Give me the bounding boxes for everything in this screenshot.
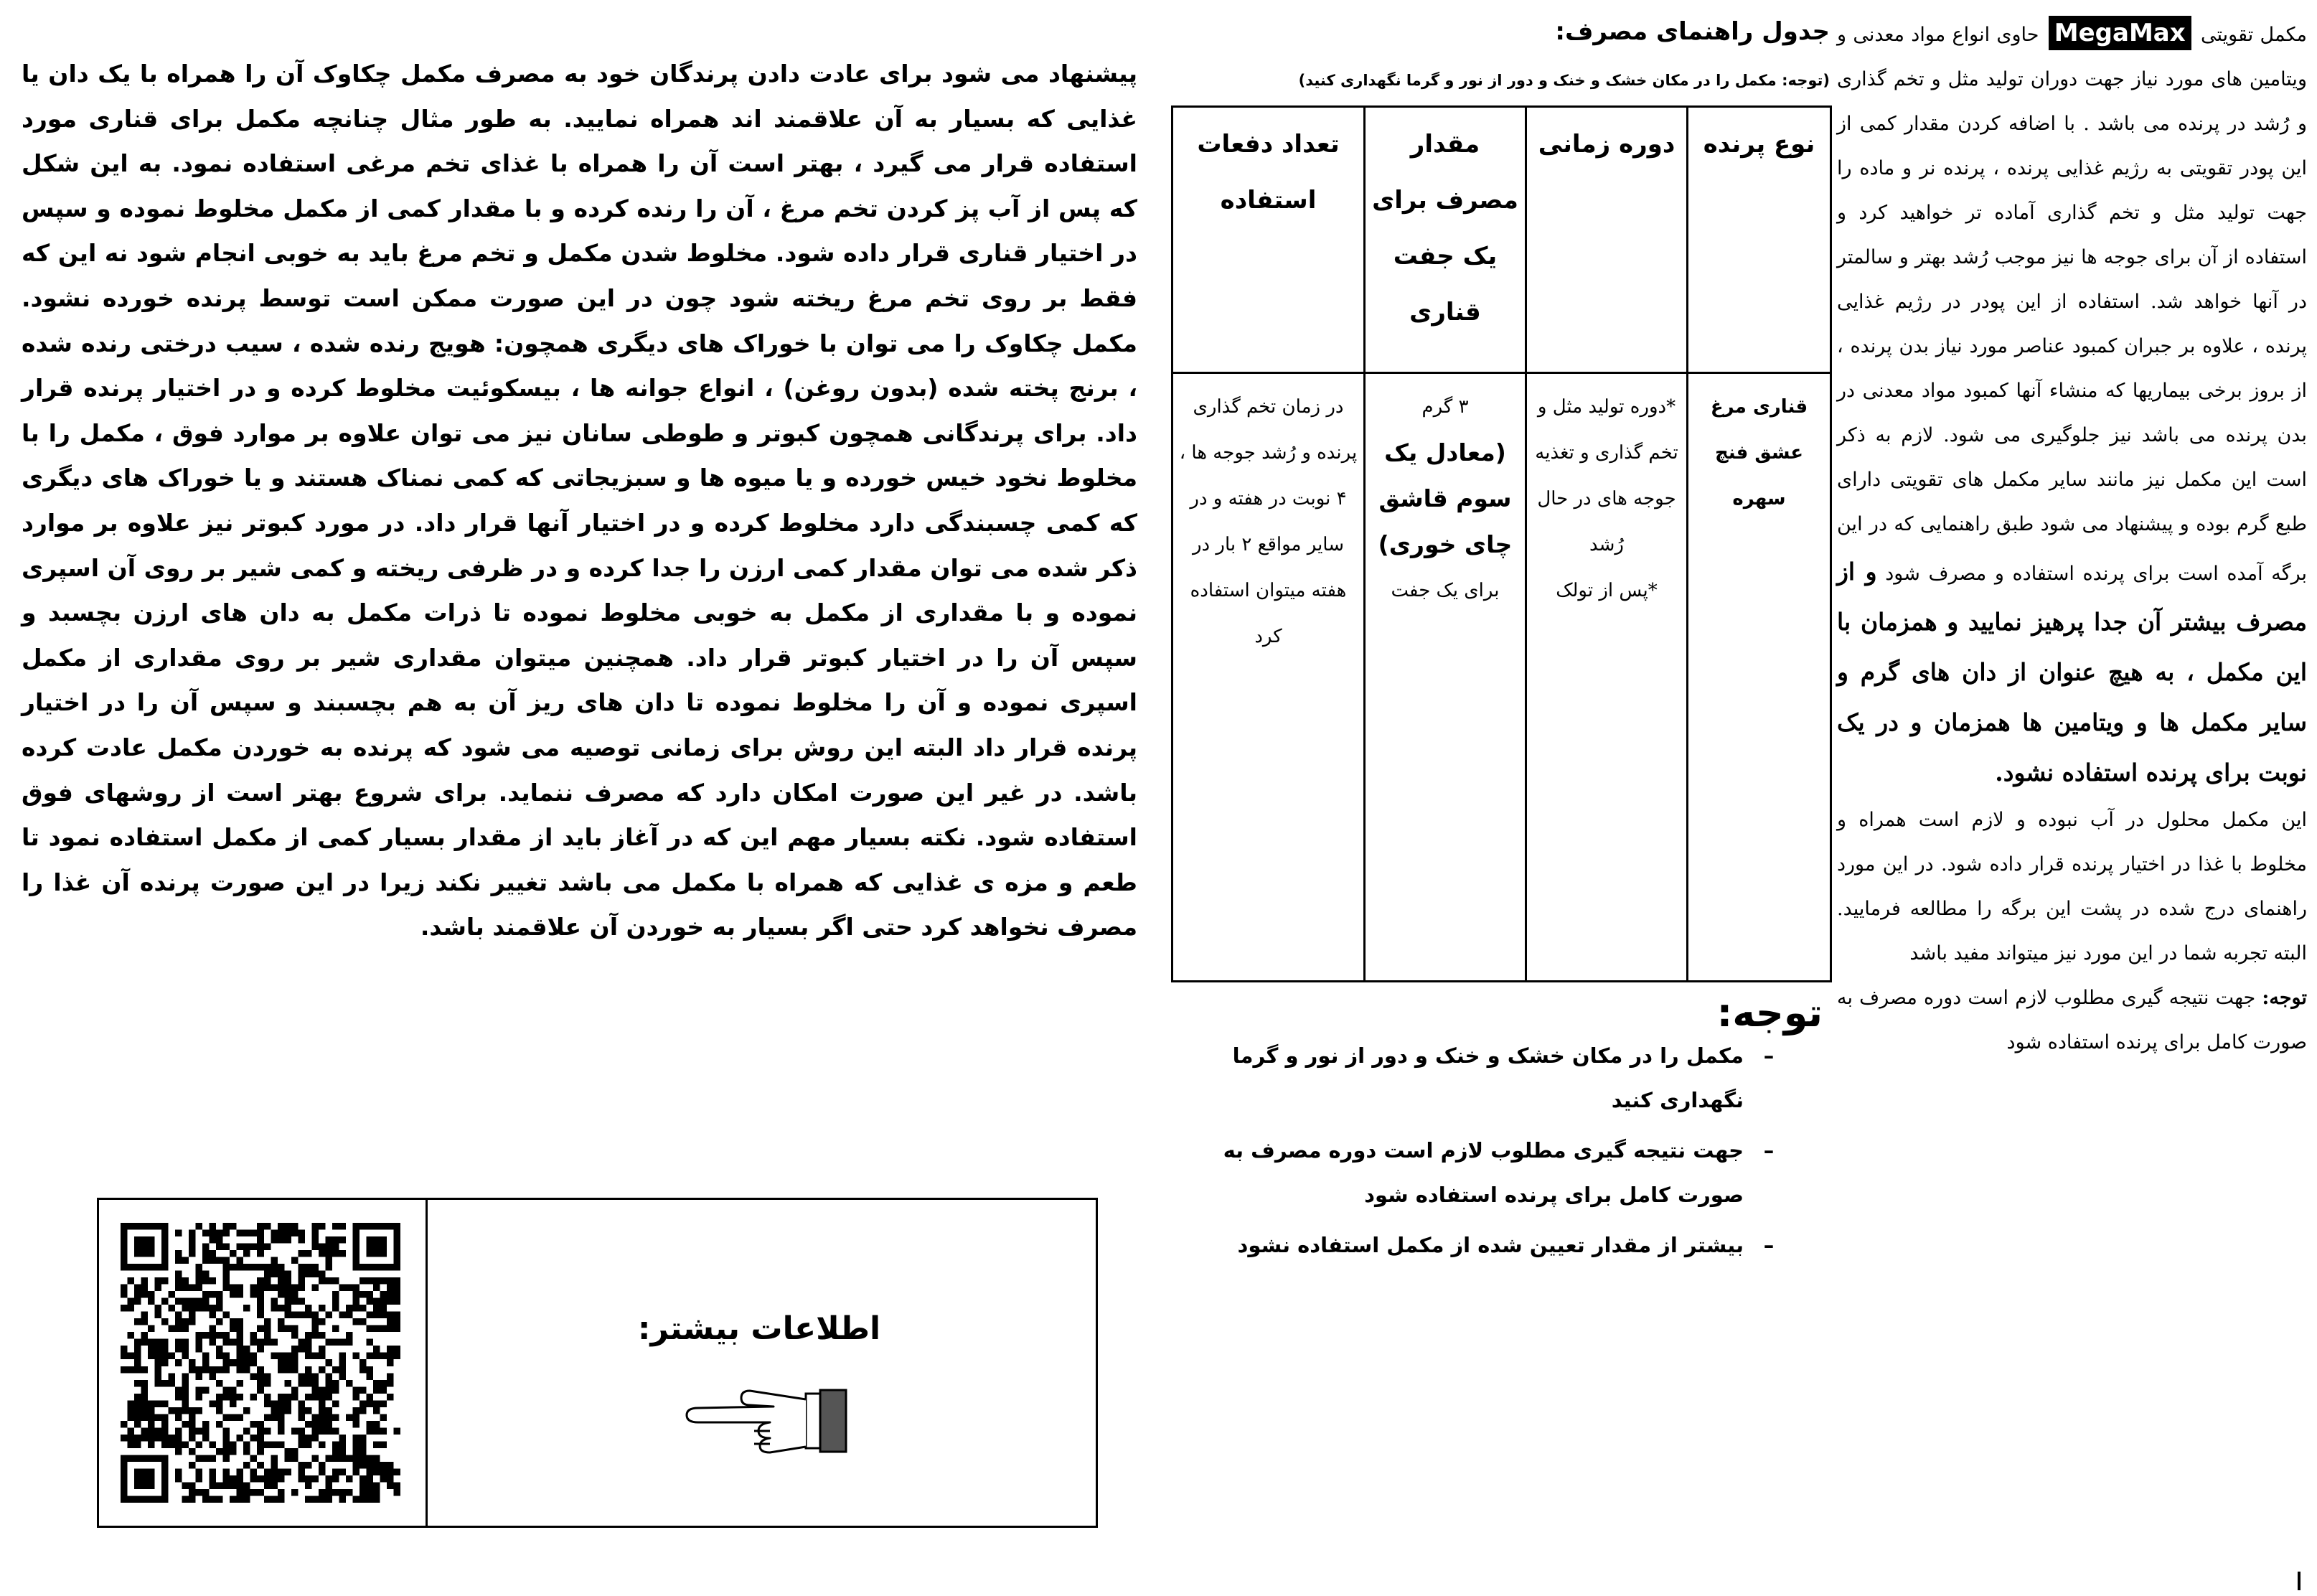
- dash-bullet: –: [1763, 1233, 1775, 1257]
- page-edge-mark: [2298, 1572, 2300, 1590]
- amount-grams: ۳ گرم: [1421, 396, 1469, 418]
- feeding-instructions: [22, 52, 1137, 950]
- period-molting: *پس از تولک: [1556, 580, 1658, 601]
- notice-item-text: بیشتر از مقدار تعیین شده از مکمل استفاده نشود: [1237, 1233, 1744, 1257]
- list-item: [1184, 1033, 1794, 1122]
- amount-per-pair: برای یک جفت: [1391, 580, 1500, 601]
- notice-list: [1184, 1033, 1794, 1273]
- cell-amount: [1365, 373, 1526, 982]
- brand-logo: MegaMax: [2049, 16, 2191, 50]
- cell-bird-type: قناری مرغ عشق فنچ سهره: [1688, 373, 1831, 982]
- period-breeding: *دوره تولید مثل و تخم گذاری و تغذیه جوجه های در حال رُشد: [1535, 396, 1678, 555]
- note-paragraph: [1837, 976, 2307, 1065]
- amount-equivalent: (معادل یک سوم قاشق چای خوری): [1378, 438, 1513, 558]
- qr-code-icon[interactable]: [121, 1223, 400, 1503]
- cell-frequency: در زمان تخم گذاری پرنده و رُشد جوجه ها ، ۴ نوبت در هفته و در سایر مواقع ۲ بار در هفته میتوان استفاده کرد: [1172, 373, 1365, 982]
- notice-item-text: مکمل را در مکان خشک و خنک و دور از نور و گرما نگهداری کنید: [1232, 1043, 1744, 1112]
- header-amount: مقدار مصرف برای یک جفت قناری: [1365, 107, 1526, 373]
- header-frequency: تعداد دفعات استفاده: [1172, 107, 1365, 373]
- header-bird-type: نوع پرنده: [1688, 107, 1831, 373]
- list-item: [1184, 1223, 1794, 1267]
- dash-bullet: –: [1763, 1138, 1775, 1163]
- intro-body: حاوی انواع مواد معدنی و ویتامین های مورد نیاز جهت دوران تولید مثل و تخم گذاری و رُشد در پرنده می باشد . با اضافه کردن مقدار کمی از این پودر تقویتی به رژیم غذایی پرنده ، پرنده نر و ماده را جهت تولید مثل و تخم گذاری آماده تر خواهید کرد و استفاده از آن برای جوجه ها نیز موجب رُشد بهتر و سالمتر در آنها خواهد شد. استفاده از این پودر در رژیم غذایی پرنده ، علاوه بر جبران کمبود عناصر مورد نیاز بدن پرنده ، از بروز برخی بیماریها که منشاء آنها کمبود مواد معدنی در بدن پرنده می باشد نیز جلوگیری می شود. لازم به ذکر است این مکمل نیز مانند سایر مکمل های تقویتی دارای طبع گرم بوده و پیشنهاد می شود طبق راهنمایی که در این برگه آمده است برای پرنده استفاده و مصرف شود: [1837, 24, 2307, 585]
- intro-prefix: مکمل تقویتی: [2200, 24, 2307, 46]
- more-info-box: [97, 1198, 1098, 1528]
- cell-period: [1526, 373, 1688, 982]
- usage-table: [1171, 105, 1832, 982]
- pointing-hand-icon: [669, 1372, 849, 1465]
- more-info-label: اطلاعات بیشتر:: [637, 1310, 881, 1347]
- usage-table-caption: (توجه: مکمل را در مکان خشک و خنک و دور از نور و گرما نگهداری کنید): [1298, 72, 1830, 89]
- note-text: جهت نتیجه گیری مطلوب لازم است دوره مصرف به صورت کامل برای پرنده استفاده شود: [1837, 987, 2307, 1053]
- dash-bullet: –: [1763, 1043, 1775, 1068]
- notice-title: توجه:: [1716, 990, 1823, 1036]
- table-row: [1172, 373, 1831, 982]
- note-label: توجه:: [2262, 987, 2307, 1009]
- table-header-row: [1172, 107, 1831, 373]
- notice-item-text: جهت نتیجه گیری مطلوب لازم است دوره مصرف به صورت کامل برای پرنده استفاده شود: [1223, 1138, 1744, 1207]
- info-divider: [426, 1200, 428, 1526]
- intro-paragraph: [1837, 13, 2307, 798]
- header-period: دوره زمانی: [1526, 107, 1688, 373]
- dissolve-paragraph: این مکمل محلول در آب نبوده و لازم است همراه و مخلوط با غذا در اختیار پرنده قرار داده شود. در این مورد راهنمای درج شده در پشت این برگه را مطالعه فرمایید. البته تجربه شما در این مورد نیز میتواند مفید باشد: [1837, 809, 2307, 964]
- usage-table-heading: جدول راهنمای مصرف:: [1555, 17, 1830, 46]
- feeding-instructions-text: پیشنهاد می شود برای عادت دادن پرندگان خود به مصرف مکمل چکاوک آن را همراه با یک دان یا غذایی که بسیار به آن علاقمند اند همراه نمایید. به طور مثال چنانچه مکمل برای قناری مورد استفاده قرار می گیرد ، بهتر است آن را همراه با غذای تخم مرغی استفاده نمود. به این شکل که پس از آب پز کردن تخم مرغ ، آن را رنده کرده و با مقدار کمی از مکمل مخلوط نموده و سپس در اختیار قناری قرار داده شود. مخلوط شدن مکمل و تخم مرغ باید به خوبی انجام شود نه این که فقط بر روی تخم مرغ ریخته شود چون در این صورت ممکن است توسط پرنده خورده نشود. مکمل چکاوک را می توان با خوراک های دیگری همچون: هویج رنده شده ، سیب درختی رنده شده ، برنج پخته شده (بدون روغن) ، انواع جوانه ها ، بیسکوئیت مخلوط کرده و در اختیار پرنده قرار داد. برای پرندگانی همچون کبوتر و طوطی سانان نیز می توان علاوه بر موارد فوق ، مکمل را با مخلوط نخود خیس خورده و یا میوه ها و سبزیجاتی که کمی نمناک هستند و یا خوراک های دیگری که کمی چسبندگی دارد مخلوط کرده و در اختیار آنها قرار داد. در مورد کبوتر نیز علاوه بر موارد ذکر شده می توان مقدار کمی ارزن را جدا کرده و در ظرفی ریخته و کمی شیر بر روی آن اسپری نموده و با مقداری از مکمل به خوبی مخلوط نموده تا ذرات مکمل به دان های ارزن بچسبد و سپس آن را در اختیار کبوتر قرار داد. همچنین میتوان مقداری شیر بر روی مقداری از مکمل اسپری نموده و آن را مخلوط نموده تا دان های ریز آن به هم بچسبند و سپس آن را در اختیار پرنده قرار داد البته این روش برای زمانی توصیه می شود که پرنده به خوردن مکمل عادت کرده باشد. در غیر این صورت امکان دارد که مصرف ننماید. برای شروع بهتر است از روشهای فوق استفاده شود. نکته بسیار مهم این که در آغاز باید از مقدار بسیار کمی از مکمل استفاده نمود تا طعم و مزه ی غذایی که همراه با مکمل می باشد تغییر نکند زیرا در این صورت پرنده آن غذا را مصرف نخواهد کرد حتی اگر بسیار به خوردن آن علاقمند باشد.: [22, 60, 1137, 942]
- list-item: [1184, 1128, 1794, 1217]
- warning-text: و از مصرف بیشتر آن جدا پرهیز نمایید و همزمان با این مکمل ، به هیچ عنوان از دان های گرم و سایر مکمل ها و ویتامین ها همزمان و در یک نوبت برای پرنده استفاده نشود.: [1837, 558, 2307, 787]
- product-description: [1837, 13, 2307, 1065]
